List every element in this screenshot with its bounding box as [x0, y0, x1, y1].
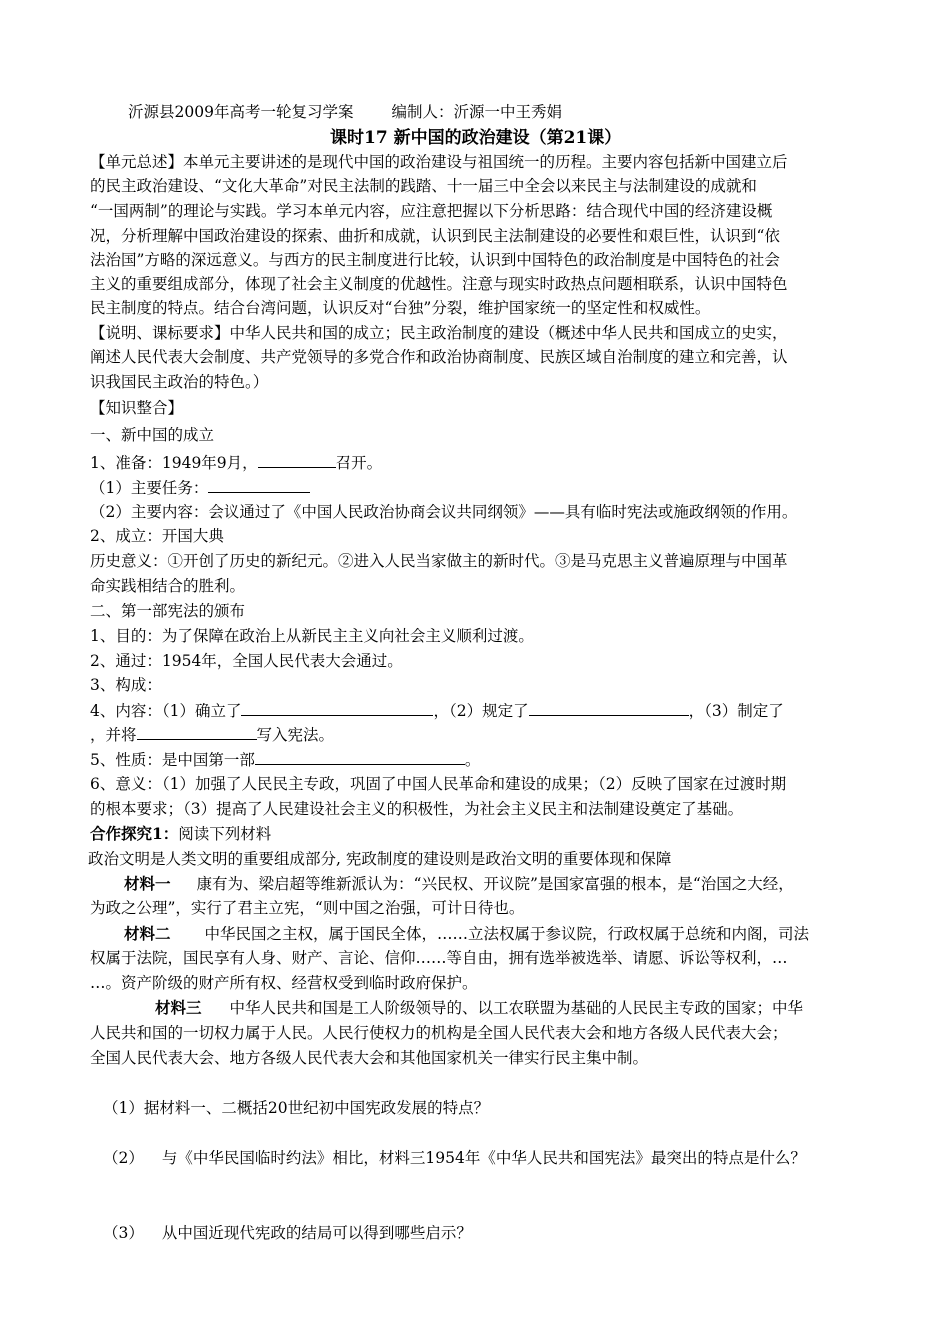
- section2-nature: 5、性质：是中国第一部 。: [90, 747, 480, 772]
- question-1: （1）据材料一、二概括20世纪初中国宪政发展的特点？: [103, 1099, 490, 1117]
- explore-heading: 合作探究1：阅读下列材料: [90, 824, 272, 843]
- requirements-line-3: 识我国民主政治的特色。）: [90, 373, 269, 391]
- material-2-label: 材料二: [124, 924, 171, 943]
- section1-founding: 2、成立：开国大典: [90, 527, 224, 545]
- material-1-line-2: 为政之公理”，实行了君主立宪，“则中国之治强，可计日待也。: [90, 899, 525, 917]
- header-author: 编制人：沂源一中王秀娟: [391, 103, 562, 121]
- unit-summary-line-6: 主义的重要组成部分，体现了社会主义制度的优越性。注意与现实时政热点问题相联系，认识中国特色: [90, 275, 788, 293]
- section1-significance-1: 历史意义：①开创了历史的新纪元。②进入人民当家做主的新时代。③是马克思主义普遍原理与中国革: [90, 552, 788, 570]
- material-1-label: 材料一: [124, 874, 171, 893]
- requirements-line-1: 【说明、课标要求】中华人民共和国的成立；民主政治制度的建设（概述中华人民共和国成立的史实，: [90, 324, 788, 342]
- section1-prep: 1、准备：1949年9月， 召开。: [90, 450, 382, 475]
- fill-blank: [255, 747, 465, 765]
- section2-meaning-1: 6、意义：（1）加强了人民民主专政，巩固了中国人民革命和建设的成果；（2）反映了国家在过渡时期: [90, 775, 787, 793]
- question-2: （2） 与《中华民国临时约法》相比，材料三1954年《中华人民共和国宪法》最突出的特点是什么？: [103, 1149, 806, 1167]
- material-2-line-1: 材料二 中华民国之主权，属于国民全体，……立法权属于参议院，行政权属于总统和内阁，司法: [124, 924, 810, 943]
- section1-title: 一、新中国的成立: [90, 426, 215, 444]
- material-3-label: 材料三: [155, 998, 202, 1017]
- knowledge-label: 【知识整合】: [90, 399, 184, 417]
- unit-summary-line-7: 民主制度的特点。结合台湾问题，认识反对“台独”分裂，维护国家统一的坚定性和权威性。: [90, 299, 711, 317]
- section2-structure: 3、构成：: [90, 676, 162, 694]
- section2-passed: 2、通过：1954年，全国人民代表大会通过。: [90, 652, 403, 670]
- fill-blank: [208, 475, 310, 493]
- section1-content: （2）主要内容：会议通过了《中国人民政治协商会议共同纲领》——具有临时宪法或施政纲领的作用。: [90, 503, 798, 521]
- unit-summary-line-3: “一国两制”的理论与实践。学习本单元内容，应注意把握以下分析思路：结合现代中国的经济建设概: [90, 202, 773, 220]
- unit-summary-label: 【单元总述】: [90, 153, 184, 171]
- unit-summary-line-5: 法治国”方略的深远意义。与西方的民主制度进行比较，认识到中国特色的政治制度是中国特色的社会: [90, 251, 780, 269]
- question-3: （3） 从中国近现代宪政的结局可以得到哪些启示？: [103, 1224, 472, 1242]
- material-2-line-3: …。资产阶级的财产所有权、经营权受到临时政府保护。: [90, 974, 478, 992]
- section2-meaning-2: 的根本要求；（3）提高了人民建设社会主义的积极性，为社会主义民主和法制建设奠定了基础。: [90, 800, 744, 818]
- header-title: 沂源县2009年高考一轮复习学案: [128, 103, 354, 121]
- material-3-line-2: 人民共和国的一切权力属于人民。人民行使权力的机构是全国人民代表大会和地方各级人民代表大会；: [90, 1024, 788, 1042]
- fill-blank: [137, 722, 257, 740]
- section2-title: 二、第一部宪法的颁布: [90, 602, 246, 620]
- material-1-line-1: 材料一 康有为、梁启超等维新派认为：“兴民权、开议院”是国家富强的根本，是“治国之大经，: [124, 874, 794, 893]
- fill-blank: [529, 698, 689, 716]
- unit-summary-line-4: 况，分析理解中国政治建设的探索、曲折和成就，认识到民主法制建设的必要性和艰巨性，认识到“依: [90, 227, 780, 245]
- requirements-label: 【说明、课标要求】: [90, 324, 230, 342]
- section1-task: （1）主要任务：: [90, 475, 310, 500]
- explore-intro: 政治文明是人类文明的重要组成部分, 宪政制度的建设则是政治文明的重要体现和保障: [88, 850, 672, 868]
- section1-significance-2: 命实践相结合的胜利。: [90, 577, 246, 595]
- fill-blank: [241, 698, 433, 716]
- material-3-line-3: 全国人民代表大会、地方各级人民代表大会和其他国家机关一律实行民主集中制。: [90, 1049, 649, 1067]
- explore-label: 合作探究1：: [90, 824, 179, 843]
- unit-summary-line-1: 【单元总述】本单元主要讲述的是现代中国的政治建设与祖国统一的历程。主要内容包括新中国建立后: [90, 153, 788, 171]
- header-line: [128, 100, 562, 124]
- section2-purpose: 1、目的：为了保障在政治上从新民主主义向社会主义顺利过渡。: [90, 627, 534, 645]
- unit-summary-line-2: 的民主政治建设、“文化大革命”对民主法制的践踏、十一届三中全会以来民主与法制建设的成就和: [90, 177, 757, 195]
- material-3-line-1: 材料三 中华人民共和国是工人阶级领导的、以工农联盟为基础的人民民主专政的国家；中华: [155, 998, 804, 1017]
- requirements-line-2: 阐述人民代表大会制度、共产党领导的多党合作和政治协商制度、民族区域自治制度的建立和完善，认: [90, 348, 788, 366]
- material-2-line-2: 权属于法院，国民享有人身、财产、言论、信仰……等自由，拥有选举被选举、请愿、诉讼等权利，…: [90, 949, 788, 967]
- section2-content-line-2: ，并将 写入宪法。: [90, 722, 334, 747]
- fill-blank: [258, 450, 336, 468]
- lesson-title: 课时17 新中国的政治建设（第21课）: [330, 128, 622, 148]
- section2-content-line-1: 4、内容：（1）确立了 ，（2）规定了 ，（3）制定了: [90, 698, 784, 723]
